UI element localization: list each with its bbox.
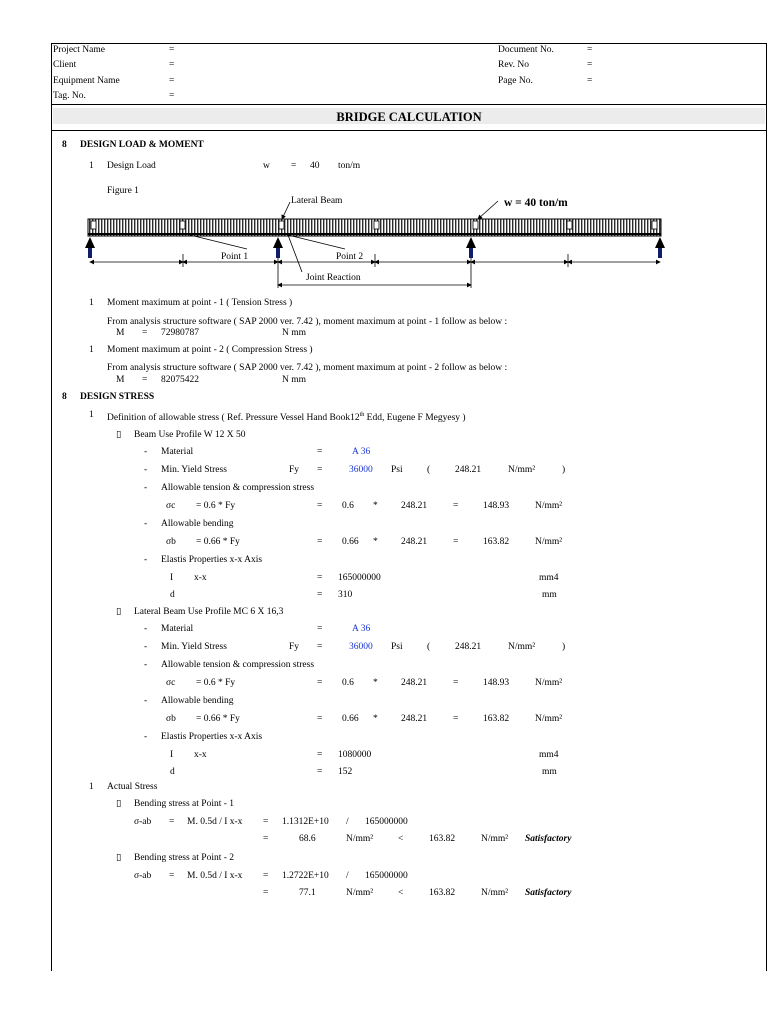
status-satisfactory: Satisfactory <box>525 834 572 844</box>
sigma-c-eq: = <box>317 501 323 511</box>
elastic-label: Elastis Properties x-x Axis <box>161 555 263 565</box>
stress-denominator: 165000000 <box>365 817 408 827</box>
stress-slash: / <box>346 817 349 827</box>
stress-result: 68.6 <box>299 834 316 844</box>
sigma-c-star: * <box>373 501 378 511</box>
allowable-value: 163.82 <box>429 888 456 898</box>
inertia-symbol: I <box>170 573 174 583</box>
tension-label: Allowable tension & compression stress <box>161 660 315 670</box>
inertia-axis: x-x <box>194 750 207 760</box>
yield-eq: = <box>317 465 323 475</box>
inertia-value: 1080000 <box>338 750 372 760</box>
moment-2-symbol: M <box>116 375 125 385</box>
dash: - <box>144 660 148 670</box>
stress-formula: M. 0.5d / I x-x <box>187 817 243 827</box>
bullet-icon: ▯ <box>116 430 122 440</box>
section-stress-heading: DESIGN STRESS <box>80 392 155 402</box>
tag-no-eq: = <box>169 91 175 101</box>
sigma-c-result: 148.93 <box>483 678 510 688</box>
yield-eq: = <box>317 642 323 652</box>
yield-label: Min. Yield Stress <box>161 642 227 652</box>
stress-denominator: 165000000 <box>365 871 408 881</box>
moment-2-eq: = <box>142 375 148 385</box>
sigma-b-factor: 0.66 <box>342 537 359 547</box>
profile-title: Beam Use Profile W 12 X 50 <box>134 430 246 440</box>
sigma-b-star: * <box>373 714 378 724</box>
yield-paren: ) <box>562 465 566 475</box>
stress-result: 77.1 <box>299 888 316 898</box>
yield-paren: ) <box>562 642 566 652</box>
depth-eq: = <box>317 767 323 777</box>
sigma-b-fy: 248.21 <box>401 714 428 724</box>
yield-label: Min. Yield Stress <box>161 465 227 475</box>
sigma-b-factor: 0.66 <box>342 714 359 724</box>
stress-eq: = <box>169 817 175 827</box>
sigma-b-formula: = 0.66 * Fy <box>196 537 240 547</box>
yield-value: 36000 <box>349 465 373 475</box>
stress-eq: = <box>169 871 175 881</box>
dash: - <box>144 555 148 565</box>
allowable-unit: N/mm² <box>481 834 509 844</box>
stress-symbol: σ-ab <box>134 817 152 827</box>
material-label: Material <box>161 624 194 634</box>
sigma-c-formula: = 0.6 * Fy <box>196 678 236 688</box>
document-no-eq: = <box>587 45 593 55</box>
support-arrow <box>85 237 95 258</box>
yield-mpa-unit: N/mm² <box>508 465 536 475</box>
joint-reaction-label: Joint Reaction <box>306 273 361 283</box>
depth-unit: mm <box>542 590 557 600</box>
title-divider <box>51 130 767 131</box>
sigma-c-factor: 0.6 <box>342 501 354 511</box>
sigma-b-fy: 248.21 <box>401 537 428 547</box>
support-arrow <box>466 237 476 258</box>
profile-title: Lateral Beam Use Profile MC 6 X 16,3 <box>134 607 284 617</box>
sigma-c-eq: = <box>317 678 323 688</box>
dash: - <box>144 519 148 529</box>
sigma-c-symbol: σc <box>166 678 176 688</box>
sigma-c-factor: 0.6 <box>342 678 354 688</box>
document-no-label: Document No. <box>498 45 554 55</box>
point-2-label: Point 2 <box>336 252 364 262</box>
sigma-c-result: 148.93 <box>483 501 510 511</box>
client-label: Client <box>53 60 77 70</box>
dash: - <box>144 696 148 706</box>
material-eq: = <box>317 447 323 457</box>
sigma-b-eq: = <box>317 537 323 547</box>
equipment-name-eq: = <box>169 76 175 86</box>
allowable-unit: N/mm² <box>481 888 509 898</box>
bending-label: Allowable bending <box>161 519 234 529</box>
depth-eq: = <box>317 590 323 600</box>
moment-2-num: 1 <box>89 345 94 355</box>
inertia-symbol: I <box>170 750 174 760</box>
allowable-value: 163.82 <box>429 834 456 844</box>
sigma-c-fy: 248.21 <box>401 678 428 688</box>
yield-mpa: 248.21 <box>455 465 482 475</box>
sigma-b-star: * <box>373 537 378 547</box>
sigma-b-eq2: = <box>453 714 459 724</box>
yield-symbol: Fy <box>289 465 300 475</box>
page-no-eq: = <box>587 76 593 86</box>
inertia-eq: = <box>317 573 323 583</box>
bending-label: Allowable bending <box>161 696 234 706</box>
stress-numerator: 1.1312E+10 <box>282 817 329 827</box>
bullet-icon: ▯ <box>116 853 122 863</box>
client-eq: = <box>169 60 175 70</box>
inertia-value: 165000000 <box>338 573 381 583</box>
depth-symbol: d <box>170 767 175 777</box>
sigma-b-symbol: σb <box>166 537 176 547</box>
moment-2-desc: From analysis structure software ( SAP 2000 ver. 7.42 ), moment maximum at point - 2 follow as below : <box>107 363 508 373</box>
yield-mpa-unit: N/mm² <box>508 642 536 652</box>
stress-slash: / <box>346 871 349 881</box>
yield-value: 36000 <box>349 642 373 652</box>
section-load-num: 8 <box>62 140 67 150</box>
sigma-c-fy: 248.21 <box>401 501 428 511</box>
yield-unit: Psi <box>391 642 403 652</box>
depth-value: 310 <box>338 590 353 600</box>
less-than: < <box>398 888 404 898</box>
moment-2-value: 82075422 <box>161 375 199 385</box>
stress-eq2: = <box>263 817 269 827</box>
sigma-b-eq2: = <box>453 537 459 547</box>
material-label: Material <box>161 447 194 457</box>
stress-title: Bending stress at Point - 1 <box>134 799 235 809</box>
figure-label: Figure 1 <box>107 186 139 196</box>
dash: - <box>144 447 148 457</box>
inertia-eq: = <box>317 750 323 760</box>
section-stress-num: 8 <box>62 392 67 402</box>
stress-unit: N/mm² <box>346 888 374 898</box>
sigma-c-symbol: σc <box>166 501 176 511</box>
stress-numerator: 1.2722E+10 <box>282 871 329 881</box>
header-divider <box>51 104 767 105</box>
dash: - <box>144 465 148 475</box>
sigma-b-result: 163.82 <box>483 714 510 724</box>
point-1-label: Point 1 <box>221 252 249 262</box>
load-label: w = 40 ton/m <box>504 197 568 209</box>
stress-symbol: σ-ab <box>134 871 152 881</box>
sigma-c-unit: N/mm² <box>535 678 563 688</box>
actual-stress-num: 1 <box>89 782 94 792</box>
sigma-c-eq2: = <box>453 678 459 688</box>
tag-no-label: Tag. No. <box>53 91 86 101</box>
moment-1-symbol: M <box>116 328 125 338</box>
equipment-name-label: Equipment Name <box>53 76 120 86</box>
lateral-beam-label: Lateral Beam <box>291 196 343 206</box>
elastic-label: Elastis Properties x-x Axis <box>161 732 263 742</box>
sigma-b-unit: N/mm² <box>535 537 563 547</box>
stress-unit: N/mm² <box>346 834 374 844</box>
stress-eq2: = <box>263 871 269 881</box>
design-load-unit: ton/m <box>338 161 361 171</box>
sigma-b-symbol: σb <box>166 714 176 724</box>
sigma-c-star: * <box>373 678 378 688</box>
design-load-symbol: w <box>263 161 270 171</box>
material-value: A 36 <box>352 624 371 634</box>
actual-stress-title: Actual Stress <box>107 782 158 792</box>
material-value: A 36 <box>352 447 371 457</box>
design-load-value: 40 <box>310 161 320 171</box>
depth-unit: mm <box>542 767 557 777</box>
sigma-b-formula: = 0.66 * Fy <box>196 714 240 724</box>
support-arrow <box>655 237 665 258</box>
result-eq: = <box>263 834 269 844</box>
rev-no-label: Rev. No <box>498 60 530 70</box>
yield-paren: ( <box>427 465 431 475</box>
dimension-lines <box>90 254 660 288</box>
tension-label: Allowable tension & compression stress <box>161 483 315 493</box>
result-eq: = <box>263 888 269 898</box>
yield-mpa: 248.21 <box>455 642 482 652</box>
depth-symbol: d <box>170 590 175 600</box>
design-load-num: 1 <box>89 161 94 171</box>
moment-1-desc: From analysis structure software ( SAP 2000 ver. 7.42 ), moment maximum at point - 1 follow as below : <box>107 317 508 327</box>
sigma-c-formula: = 0.6 * Fy <box>196 501 236 511</box>
yield-unit: Psi <box>391 465 403 475</box>
support-arrow <box>273 237 283 258</box>
sigma-c-eq2: = <box>453 501 459 511</box>
section-load-heading: DESIGN LOAD & MOMENT <box>80 140 204 150</box>
rev-no-eq: = <box>587 60 593 70</box>
moment-2-title: Moment maximum at point - 2 ( Compression Stress ) <box>107 345 313 355</box>
design-load-label: Design Load <box>107 161 156 171</box>
definition-text: Definition of allowable stress ( Ref. Pressure Vessel Hand Book12th Edd, Eugene F Megyesy ) <box>107 412 466 424</box>
dash: - <box>144 732 148 742</box>
stress-title: Bending stress at Point - 2 <box>134 853 235 863</box>
design-load-eq: = <box>291 161 297 171</box>
beam-diagram <box>80 190 680 290</box>
depth-value: 152 <box>338 767 353 777</box>
bullet-icon: ▯ <box>116 607 122 617</box>
dash: - <box>144 483 148 493</box>
status-satisfactory: Satisfactory <box>525 888 572 898</box>
moment-1-value: 72980787 <box>161 328 199 338</box>
less-than: < <box>398 834 404 844</box>
definition-num: 1 <box>89 410 94 420</box>
sigma-b-result: 163.82 <box>483 537 510 547</box>
page-title: BRIDGE CALCULATION <box>336 110 482 124</box>
project-name-label: Project Name <box>53 45 105 55</box>
bullet-icon: ▯ <box>116 799 122 809</box>
dash: - <box>144 624 148 634</box>
sigma-b-eq: = <box>317 714 323 724</box>
dash: - <box>144 642 148 652</box>
inertia-axis: x-x <box>194 573 207 583</box>
inertia-unit: mm4 <box>539 750 559 760</box>
project-name-eq: = <box>169 45 175 55</box>
moment-2-unit: N mm <box>282 375 307 385</box>
moment-1-num: 1 <box>89 298 94 308</box>
yield-symbol: Fy <box>289 642 300 652</box>
inertia-unit: mm4 <box>539 573 559 583</box>
moment-1-unit: N mm <box>282 328 307 338</box>
yield-paren: ( <box>427 642 431 652</box>
sigma-c-unit: N/mm² <box>535 501 563 511</box>
material-eq: = <box>317 624 323 634</box>
stress-formula: M. 0.5d / I x-x <box>187 871 243 881</box>
page-no-label: Page No. <box>498 76 533 86</box>
sigma-b-unit: N/mm² <box>535 714 563 724</box>
moment-1-title: Moment maximum at point - 1 ( Tension Stress ) <box>107 298 293 308</box>
moment-1-eq: = <box>142 328 148 338</box>
